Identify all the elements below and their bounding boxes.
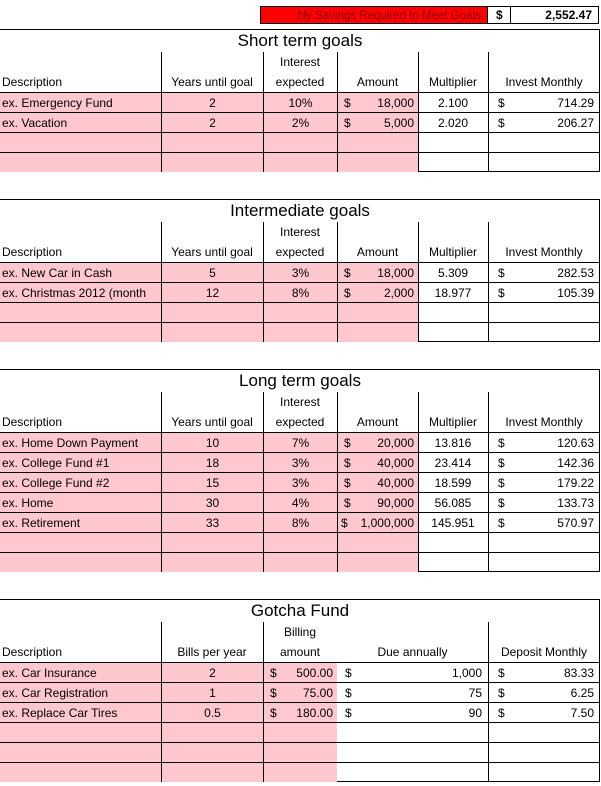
currency-symbol: $ xyxy=(344,286,351,300)
empty-input-cell[interactable] xyxy=(0,763,161,782)
currency-symbol: $ xyxy=(270,686,277,700)
goal-invest-monthly xyxy=(488,433,600,453)
goal-multiplier: 2.100 xyxy=(437,96,469,110)
currency-symbol: $ xyxy=(345,666,352,680)
header-interest: expected xyxy=(275,415,325,429)
due-annually-value: 75 xyxy=(468,686,482,700)
header-interest: expected xyxy=(275,245,325,259)
goal-amount[interactable] xyxy=(338,453,418,472)
billing-amount-value: 500.00 xyxy=(296,666,333,680)
goal-description[interactable]: ex. College Fund #1 xyxy=(0,453,161,472)
goal-description[interactable]: ex. Christmas 2012 (month xyxy=(0,283,161,302)
currency-symbol: $ xyxy=(345,706,352,720)
gotcha-title: Gotcha Fund xyxy=(250,601,350,620)
empty-input-cell[interactable] xyxy=(338,303,418,322)
header-years: Years until goal xyxy=(171,75,253,89)
invest-monthly-value: 133.73 xyxy=(557,496,594,510)
goal-amount-value: 40,000 xyxy=(377,456,414,470)
billing-amount-value: 75.00 xyxy=(302,686,333,700)
header-description: Description xyxy=(2,245,63,259)
goal-amount[interactable] xyxy=(338,493,418,512)
goal-description[interactable]: ex. Emergency Fund xyxy=(0,93,161,112)
header-invest-monthly: Invest Monthly xyxy=(505,415,583,429)
intermediate-title: Intermediate goals xyxy=(230,201,370,220)
goal-description[interactable]: ex. Home xyxy=(0,493,161,512)
currency-symbol: $ xyxy=(344,456,351,470)
goal-multiplier: 145.951 xyxy=(431,516,475,530)
gotcha-billing-amount[interactable] xyxy=(264,703,337,722)
currency-symbol: $ xyxy=(498,516,505,530)
empty-input-cell[interactable] xyxy=(264,323,337,342)
gotcha-deposit-monthly xyxy=(488,703,600,723)
goal-amount-value: 40,000 xyxy=(377,476,414,490)
goal-amount[interactable] xyxy=(338,473,418,492)
empty-input-cell[interactable] xyxy=(162,553,263,572)
goal-years[interactable]: 18 xyxy=(162,453,263,472)
goal-interest[interactable]: 3% xyxy=(264,453,337,472)
header-description: Description xyxy=(2,75,63,89)
header-multiplier: Multiplier xyxy=(428,75,477,89)
gotcha-bills-per-year[interactable]: 2 xyxy=(162,663,263,682)
empty-input-cell[interactable] xyxy=(162,133,263,152)
monthly-savings-label[interactable]: hly Savings Required to Meet Goals: xyxy=(260,6,488,24)
gotcha-description[interactable]: ex. Car Registration xyxy=(0,683,161,702)
goal-multiplier: 56.085 xyxy=(434,496,472,510)
goal-amount[interactable] xyxy=(338,263,418,282)
gotcha-due-annually xyxy=(337,703,488,723)
currency-symbol: $ xyxy=(270,666,277,680)
goal-years[interactable]: 30 xyxy=(162,493,263,512)
currency-symbol: $ xyxy=(498,686,505,700)
goal-amount[interactable] xyxy=(338,433,418,452)
header-interest-top: Interest xyxy=(279,55,321,69)
currency-symbol: $ xyxy=(341,516,348,530)
goal-multiplier: 23.414 xyxy=(434,456,472,470)
invest-monthly-value: 714.29 xyxy=(557,96,594,110)
empty-input-cell[interactable] xyxy=(264,553,337,572)
currency-symbol: $ xyxy=(498,496,505,510)
empty-input-cell[interactable] xyxy=(264,533,337,552)
currency-symbol: $ xyxy=(344,476,351,490)
goal-multiplier: 2.020 xyxy=(437,116,469,130)
header-years: Years until goal xyxy=(171,415,253,429)
goal-description[interactable]: ex. College Fund #2 xyxy=(0,473,161,492)
empty-input-cell[interactable] xyxy=(0,743,161,762)
deposit-monthly-value: 7.50 xyxy=(570,706,594,720)
header-amount: Amount xyxy=(356,245,399,259)
empty-input-cell[interactable] xyxy=(0,133,161,152)
header-due-annually: Due annually xyxy=(377,645,448,659)
currency-symbol: $ xyxy=(345,686,352,700)
goal-description[interactable]: ex. Home Down Payment xyxy=(0,433,161,452)
goal-interest[interactable]: 8% xyxy=(264,283,337,302)
empty-input-cell[interactable] xyxy=(338,323,418,342)
header-billing-top: Billing xyxy=(283,625,316,639)
header-interest-top: Interest xyxy=(279,225,321,239)
gotcha-billing-amount[interactable] xyxy=(264,663,337,682)
goal-amount-value: 18,000 xyxy=(377,266,414,280)
empty-input-cell[interactable] xyxy=(0,723,161,742)
goal-years[interactable]: 12 xyxy=(162,283,263,302)
header-billing-amount: amount xyxy=(279,645,321,659)
goal-years[interactable]: 2 xyxy=(162,93,263,112)
header-invest-monthly: Invest Monthly xyxy=(505,75,583,89)
goal-invest-monthly xyxy=(488,513,600,533)
long-term-title: Long term goals xyxy=(239,371,361,390)
goal-description[interactable]: ex. Retirement xyxy=(0,513,161,532)
due-annually-value: 1,000 xyxy=(451,666,482,680)
currency-symbol: $ xyxy=(498,706,505,720)
invest-monthly-value: 179.22 xyxy=(557,476,594,490)
empty-input-cell[interactable] xyxy=(264,153,337,172)
empty-input-cell[interactable] xyxy=(162,303,263,322)
goal-amount-value: 90,000 xyxy=(377,496,414,510)
empty-input-cell[interactable] xyxy=(264,743,337,762)
monthly-savings-currency[interactable]: $ xyxy=(488,6,510,24)
gotcha-description[interactable]: ex. Replace Car Tires xyxy=(0,703,161,722)
invest-monthly-value: 142.36 xyxy=(557,456,594,470)
empty-input-cell[interactable] xyxy=(338,533,418,552)
goal-interest[interactable]: 4% xyxy=(264,493,337,512)
gotcha-deposit-monthly xyxy=(488,663,600,683)
empty-input-cell[interactable] xyxy=(0,303,161,322)
currency-symbol: $ xyxy=(344,96,351,110)
currency-symbol: $ xyxy=(344,436,351,450)
empty-input-cell[interactable] xyxy=(264,763,337,782)
goal-interest[interactable]: 10% xyxy=(264,93,337,112)
goal-interest[interactable]: 3% xyxy=(264,473,337,492)
empty-input-cell[interactable] xyxy=(162,153,263,172)
gotcha-bills-per-year[interactable]: 1 xyxy=(162,683,263,702)
goal-multiplier: 13.816 xyxy=(434,436,472,450)
empty-input-cell[interactable] xyxy=(338,133,418,152)
goal-amount-value: 5,000 xyxy=(383,116,414,130)
empty-input-cell[interactable] xyxy=(0,323,161,342)
goal-description[interactable]: ex. New Car in Cash xyxy=(0,263,161,282)
currency-symbol: $ xyxy=(498,266,505,280)
deposit-monthly-value: 83.33 xyxy=(563,666,594,680)
goal-amount[interactable] xyxy=(338,513,418,532)
goal-invest-monthly xyxy=(488,453,600,473)
goal-amount[interactable] xyxy=(338,113,418,132)
header-multiplier: Multiplier xyxy=(428,245,477,259)
goal-description[interactable]: ex. Vacation xyxy=(0,113,161,132)
currency-symbol: $ xyxy=(498,666,505,680)
goal-interest[interactable]: 7% xyxy=(264,433,337,452)
gotcha-billing-amount[interactable] xyxy=(264,683,337,702)
header-description: Description xyxy=(2,645,63,659)
goal-invest-monthly xyxy=(488,283,600,303)
goal-invest-monthly xyxy=(488,493,600,513)
goal-multiplier: 18.599 xyxy=(434,476,472,490)
deposit-monthly-value: 6.25 xyxy=(570,686,594,700)
gotcha-due-annually xyxy=(337,663,488,683)
goal-interest[interactable]: 2% xyxy=(264,113,337,132)
currency-symbol: $ xyxy=(498,116,505,130)
empty-input-cell[interactable] xyxy=(162,323,263,342)
invest-monthly-value: 570.97 xyxy=(557,516,594,530)
empty-input-cell[interactable] xyxy=(0,533,161,552)
header-amount: Amount xyxy=(356,75,399,89)
empty-input-cell[interactable] xyxy=(264,133,337,152)
invest-monthly-value: 105.39 xyxy=(557,286,594,300)
currency-symbol: $ xyxy=(344,266,351,280)
currency-symbol: $ xyxy=(344,496,351,510)
currency-symbol: $ xyxy=(498,476,505,490)
header-years: Years until goal xyxy=(171,245,253,259)
goal-multiplier: 18.977 xyxy=(434,286,472,300)
empty-input-cell[interactable] xyxy=(162,743,263,762)
empty-input-cell[interactable] xyxy=(0,553,161,572)
goal-amount[interactable] xyxy=(338,283,418,302)
invest-monthly-value: 282.53 xyxy=(557,266,594,280)
goal-years[interactable]: 33 xyxy=(162,513,263,532)
goal-amount-value: 1,000,000 xyxy=(360,516,414,530)
goal-interest[interactable]: 3% xyxy=(264,263,337,282)
header-interest: expected xyxy=(275,75,325,89)
goal-invest-monthly xyxy=(488,473,600,493)
currency-symbol: $ xyxy=(498,436,505,450)
currency-symbol: $ xyxy=(498,286,505,300)
header-invest-monthly: Invest Monthly xyxy=(505,245,583,259)
billing-amount-value: 180.00 xyxy=(296,706,333,720)
gotcha-deposit-monthly xyxy=(488,683,600,703)
invest-monthly-value: 206.27 xyxy=(557,116,594,130)
empty-input-cell[interactable] xyxy=(162,763,263,782)
goal-invest-monthly xyxy=(488,113,600,133)
header-deposit-monthly: Deposit Monthly xyxy=(500,645,588,659)
currency-symbol: $ xyxy=(344,116,351,130)
empty-input-cell[interactable] xyxy=(162,533,263,552)
empty-input-cell[interactable] xyxy=(162,723,263,742)
goal-multiplier: 5.309 xyxy=(437,266,469,280)
currency-symbol: $ xyxy=(270,706,277,720)
goal-years[interactable]: 15 xyxy=(162,473,263,492)
goal-years[interactable]: 10 xyxy=(162,433,263,452)
short-term-title: Short term goals xyxy=(237,31,363,50)
due-annually-value: 90 xyxy=(468,706,482,720)
goal-amount-value: 18,000 xyxy=(377,96,414,110)
goal-interest[interactable]: 8% xyxy=(264,513,337,532)
gotcha-due-annually xyxy=(337,683,488,703)
header-description: Description xyxy=(2,415,63,429)
empty-input-cell[interactable] xyxy=(264,303,337,322)
invest-monthly-value: 120.63 xyxy=(557,436,594,450)
currency-symbol: $ xyxy=(498,456,505,470)
gotcha-description[interactable]: ex. Car Insurance xyxy=(0,663,161,682)
empty-input-cell[interactable] xyxy=(264,723,337,742)
header-multiplier: Multiplier xyxy=(428,415,477,429)
header-interest-top: Interest xyxy=(279,395,321,409)
gotcha-bills-per-year[interactable]: 0.5 xyxy=(162,703,263,722)
empty-input-cell[interactable] xyxy=(338,553,418,572)
header-bills-per-year: Bills per year xyxy=(177,645,247,659)
goal-invest-monthly xyxy=(488,93,600,113)
header-amount: Amount xyxy=(356,415,399,429)
currency-symbol: $ xyxy=(498,96,505,110)
goal-amount-value: 2,000 xyxy=(383,286,414,300)
monthly-savings-total[interactable]: 2,552.47 xyxy=(510,6,599,24)
goal-invest-monthly xyxy=(488,263,600,283)
empty-input-cell[interactable] xyxy=(0,153,161,172)
goal-amount-value: 20,000 xyxy=(377,436,414,450)
empty-input-cell[interactable] xyxy=(338,153,418,172)
goal-years[interactable]: 5 xyxy=(162,263,263,282)
goal-amount[interactable] xyxy=(338,93,418,112)
goal-years[interactable]: 2 xyxy=(162,113,263,132)
